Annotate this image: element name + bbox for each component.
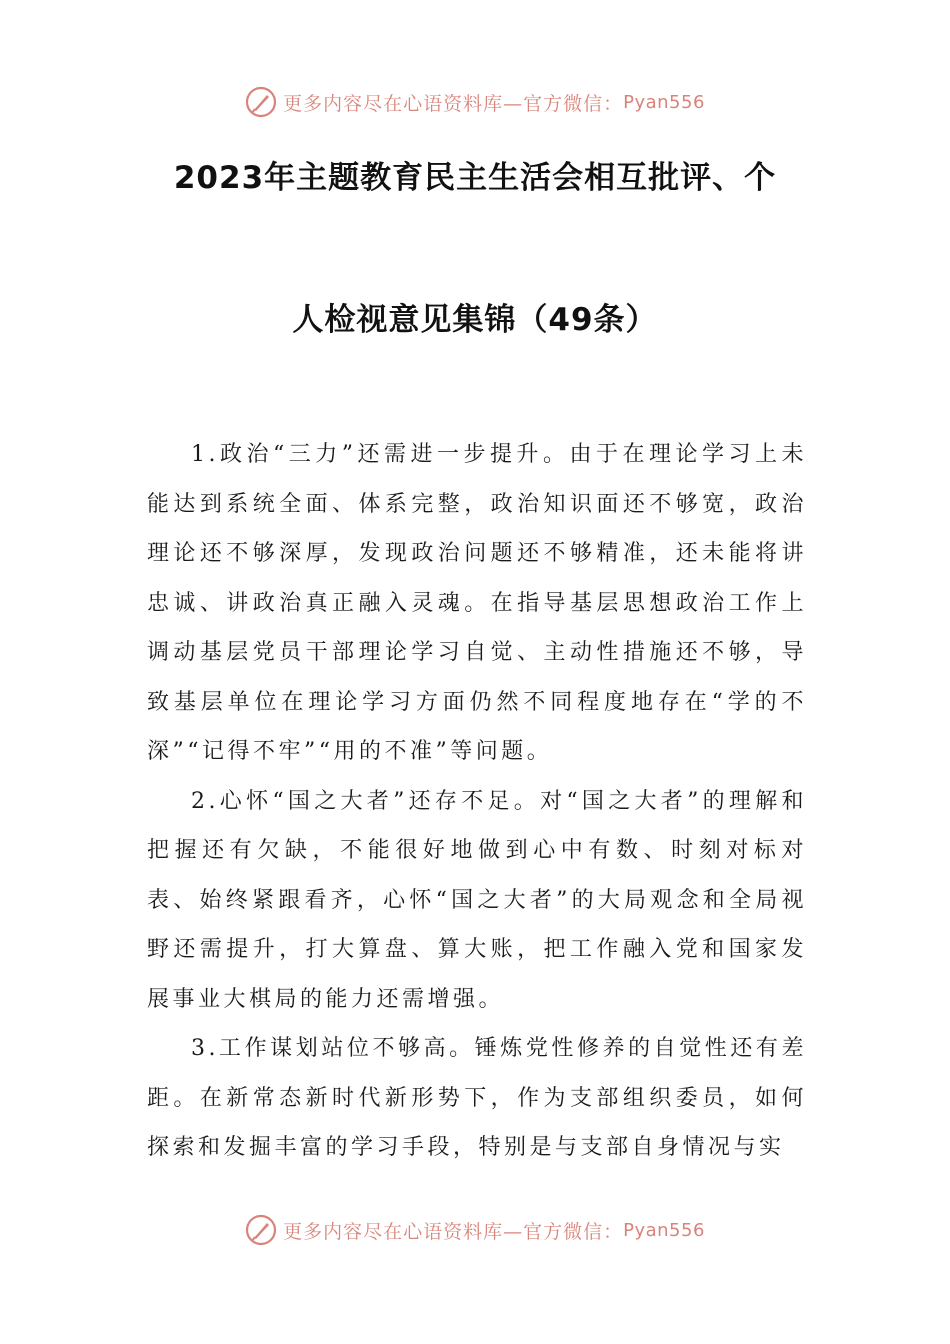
paragraph-1: 1.政治“三力”还需进一步提升。由于在理论学习上未能达到系统全面、体系完整，政治知识面还不够宽，政治理论还不够深厚，发现政治问题还不够精准，还未能将讲忠诚、讲政治真正融入灵魂。在指导基层思想政治工作上调动基层党员干部理论学习自觉、主动性措施还不够，导致基层单位在理论学习方面仍然不同程度地存在“学的不深”“记得不牢”“用的不准”等问题。	[147, 442, 807, 764]
paragraph-2: 2.心怀“国之大者”还存不足。对“国之大者”的理解和把握还有欠缺，不能很好地做到心中有数、时刻对标对表、始终紧跟看齐，心怀“国之大者”的大局观念和全局视野还需提升，打大算盘、算大账，把工作融入党和国家发展事业大棋局的能力还需增强。	[147, 788, 807, 1012]
watermark-text: 更多内容尽在心语资料库—官方微信：	[283, 1220, 624, 1243]
document-title-line-2: 人检视意见集锦（49条）	[292, 302, 658, 338]
paragraph-3: 3.工作谋划站位不够高。锤炼党性修养的自觉性还有差距。在新常态新时代新形势下，作为支部组织委员，如何探索和发掘丰富的学习手段，特别是与支部自身情况与实	[147, 1036, 807, 1160]
document-body	[147, 430, 807, 1173]
watermark-wechat-id: Pyan556	[623, 1219, 705, 1241]
watermark-text: 更多内容尽在心语资料库—官方微信：	[283, 92, 624, 115]
quill-logo-icon	[245, 1214, 277, 1246]
document-title-line-1: 2023年主题教育民主生活会相互批评、个	[173, 160, 777, 196]
quill-logo-icon	[245, 86, 277, 118]
watermark-footer	[0, 1210, 950, 1250]
watermark-header	[0, 82, 950, 122]
watermark-wechat-id: Pyan556	[623, 91, 705, 113]
